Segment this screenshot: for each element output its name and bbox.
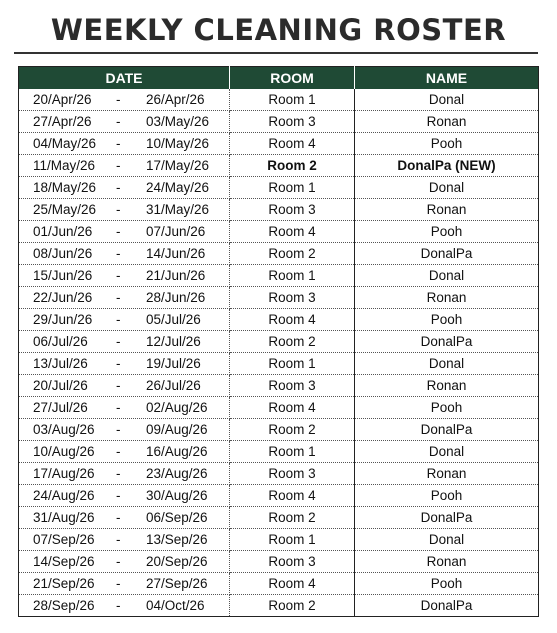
table-row bbox=[19, 199, 539, 221]
room-cell: Room 1 bbox=[230, 89, 355, 111]
date-range-cell bbox=[19, 551, 230, 573]
start-date: 27/Jul/26 bbox=[33, 400, 88, 415]
end-date: 19/Jul/26 bbox=[146, 356, 201, 371]
end-date: 27/Sep/26 bbox=[146, 576, 208, 591]
room-cell: Room 2 bbox=[230, 331, 355, 353]
name-cell: Donal bbox=[355, 441, 539, 463]
date-separator: - bbox=[116, 202, 121, 217]
start-date: 17/Aug/26 bbox=[33, 466, 95, 481]
name-cell: Donal bbox=[355, 177, 539, 199]
end-date: 31/May/26 bbox=[146, 202, 210, 217]
room-cell: Room 3 bbox=[230, 111, 355, 133]
room-cell: Room 2 bbox=[230, 243, 355, 265]
start-date: 21/Sep/26 bbox=[33, 576, 95, 591]
room-cell: Room 2 bbox=[230, 419, 355, 441]
start-date: 29/Jun/26 bbox=[33, 312, 93, 327]
table-row bbox=[19, 419, 539, 441]
start-date: 08/Jun/26 bbox=[33, 246, 93, 261]
table-row bbox=[19, 265, 539, 287]
end-date: 13/Sep/26 bbox=[146, 532, 208, 547]
date-separator: - bbox=[116, 576, 121, 591]
room-cell: Room 3 bbox=[230, 199, 355, 221]
date-separator: - bbox=[116, 510, 121, 525]
start-date: 04/May/26 bbox=[33, 136, 97, 151]
room-cell: Room 1 bbox=[230, 177, 355, 199]
date-range-cell bbox=[19, 331, 230, 353]
start-date: 15/Jun/26 bbox=[33, 268, 93, 283]
end-date: 20/Sep/26 bbox=[146, 554, 208, 569]
end-date: 09/Aug/26 bbox=[146, 422, 208, 437]
start-date: 27/Apr/26 bbox=[33, 114, 92, 129]
date-separator: - bbox=[116, 158, 121, 173]
end-date: 28/Jun/26 bbox=[146, 290, 206, 305]
date-range-cell bbox=[19, 199, 230, 221]
table-row bbox=[19, 441, 539, 463]
name-cell: Pooh bbox=[355, 221, 539, 243]
date-separator: - bbox=[116, 312, 121, 327]
name-column-header: NAME bbox=[355, 67, 539, 90]
name-cell: Pooh bbox=[355, 309, 539, 331]
name-cell: Ronan bbox=[355, 463, 539, 485]
table-row bbox=[19, 375, 539, 397]
roster-body bbox=[19, 89, 539, 617]
date-range-cell bbox=[19, 419, 230, 441]
date-separator: - bbox=[116, 92, 121, 107]
date-separator: - bbox=[116, 334, 121, 349]
room-cell: Room 3 bbox=[230, 463, 355, 485]
name-cell: DonalPa bbox=[355, 243, 539, 265]
table-row bbox=[19, 331, 539, 353]
end-date: 05/Jul/26 bbox=[146, 312, 201, 327]
end-date: 14/Jun/26 bbox=[146, 246, 206, 261]
date-separator: - bbox=[116, 136, 121, 151]
table-row bbox=[19, 243, 539, 265]
table-row bbox=[19, 177, 539, 199]
name-cell: Ronan bbox=[355, 199, 539, 221]
room-cell: Room 2 bbox=[230, 155, 355, 177]
table-row bbox=[19, 221, 539, 243]
room-cell: Room 1 bbox=[230, 529, 355, 551]
date-separator: - bbox=[116, 598, 121, 613]
start-date: 20/Apr/26 bbox=[33, 92, 92, 107]
date-range-cell bbox=[19, 441, 230, 463]
start-date: 20/Jul/26 bbox=[33, 378, 88, 393]
room-column-header: ROOM bbox=[230, 67, 355, 90]
name-cell: Pooh bbox=[355, 397, 539, 419]
start-date: 28/Sep/26 bbox=[33, 598, 95, 613]
date-range-cell bbox=[19, 111, 230, 133]
start-date: 24/Aug/26 bbox=[33, 488, 95, 503]
table-row bbox=[19, 155, 539, 177]
date-column-header: DATE bbox=[19, 67, 230, 90]
start-date: 03/Aug/26 bbox=[33, 422, 95, 437]
date-separator: - bbox=[116, 422, 121, 437]
title-underline bbox=[14, 52, 538, 54]
name-cell: Pooh bbox=[355, 133, 539, 155]
date-separator: - bbox=[116, 114, 121, 129]
table-row bbox=[19, 551, 539, 573]
name-cell: Donal bbox=[355, 89, 539, 111]
date-range-cell bbox=[19, 463, 230, 485]
end-date: 21/Jun/26 bbox=[146, 268, 206, 283]
end-date: 16/Aug/26 bbox=[146, 444, 208, 459]
end-date: 26/Apr/26 bbox=[146, 92, 205, 107]
room-cell: Room 1 bbox=[230, 265, 355, 287]
room-cell: Room 4 bbox=[230, 573, 355, 595]
room-cell: Room 3 bbox=[230, 551, 355, 573]
end-date: 26/Jul/26 bbox=[146, 378, 201, 393]
date-range-cell bbox=[19, 221, 230, 243]
start-date: 14/Sep/26 bbox=[33, 554, 95, 569]
date-range-cell bbox=[19, 529, 230, 551]
table-row bbox=[19, 133, 539, 155]
table-row bbox=[19, 309, 539, 331]
end-date: 03/May/26 bbox=[146, 114, 210, 129]
end-date: 06/Sep/26 bbox=[146, 510, 208, 525]
date-separator: - bbox=[116, 246, 121, 261]
date-separator: - bbox=[116, 554, 121, 569]
end-date: 07/Jun/26 bbox=[146, 224, 206, 239]
room-cell: Room 3 bbox=[230, 287, 355, 309]
date-range-cell bbox=[19, 309, 230, 331]
room-cell: Room 4 bbox=[230, 221, 355, 243]
date-range-cell bbox=[19, 485, 230, 507]
name-cell: Ronan bbox=[355, 111, 539, 133]
header-row bbox=[19, 67, 539, 90]
start-date: 01/Jun/26 bbox=[33, 224, 93, 239]
date-separator: - bbox=[116, 466, 121, 481]
name-cell: Pooh bbox=[355, 573, 539, 595]
room-cell: Room 1 bbox=[230, 353, 355, 375]
start-date: 13/Jul/26 bbox=[33, 356, 88, 371]
start-date: 07/Sep/26 bbox=[33, 532, 95, 547]
date-range-cell bbox=[19, 133, 230, 155]
room-cell: Room 3 bbox=[230, 375, 355, 397]
name-cell: Ronan bbox=[355, 287, 539, 309]
start-date: 18/May/26 bbox=[33, 180, 97, 195]
date-separator: - bbox=[116, 488, 121, 503]
table-row bbox=[19, 111, 539, 133]
date-range-cell bbox=[19, 397, 230, 419]
start-date: 06/Jul/26 bbox=[33, 334, 88, 349]
date-separator: - bbox=[116, 444, 121, 459]
date-range-cell bbox=[19, 155, 230, 177]
table-row bbox=[19, 287, 539, 309]
date-range-cell bbox=[19, 243, 230, 265]
name-cell: DonalPa bbox=[355, 595, 539, 617]
name-cell: DonalPa bbox=[355, 419, 539, 441]
end-date: 24/May/26 bbox=[146, 180, 210, 195]
table-row bbox=[19, 573, 539, 595]
date-separator: - bbox=[116, 400, 121, 415]
table-row bbox=[19, 595, 539, 617]
date-separator: - bbox=[116, 532, 121, 547]
start-date: 31/Aug/26 bbox=[33, 510, 95, 525]
date-range-cell bbox=[19, 353, 230, 375]
date-separator: - bbox=[116, 224, 121, 239]
name-cell: DonalPa bbox=[355, 507, 539, 529]
start-date: 22/Jun/26 bbox=[33, 290, 93, 305]
table-row bbox=[19, 507, 539, 529]
date-separator: - bbox=[116, 378, 121, 393]
room-cell: Room 4 bbox=[230, 397, 355, 419]
name-cell: DonalPa (NEW) bbox=[355, 155, 539, 177]
start-date: 25/May/26 bbox=[33, 202, 97, 217]
date-range-cell bbox=[19, 177, 230, 199]
end-date: 17/May/26 bbox=[146, 158, 210, 173]
room-cell: Room 4 bbox=[230, 485, 355, 507]
start-date: 11/May/26 bbox=[33, 158, 96, 173]
page-title: WEEKLY CLEANING ROSTER bbox=[50, 13, 507, 47]
date-range-cell bbox=[19, 595, 230, 617]
name-cell: Donal bbox=[355, 529, 539, 551]
date-range-cell bbox=[19, 375, 230, 397]
date-range-cell bbox=[19, 265, 230, 287]
end-date: 30/Aug/26 bbox=[146, 488, 208, 503]
table-row bbox=[19, 463, 539, 485]
date-range-cell bbox=[19, 507, 230, 529]
date-range-cell bbox=[19, 573, 230, 595]
start-date: 10/Aug/26 bbox=[33, 444, 95, 459]
name-cell: Donal bbox=[355, 353, 539, 375]
end-date: 12/Jul/26 bbox=[146, 334, 201, 349]
table-row bbox=[19, 529, 539, 551]
table-row bbox=[19, 397, 539, 419]
room-cell: Room 4 bbox=[230, 133, 355, 155]
roster-table bbox=[18, 66, 539, 617]
name-cell: Donal bbox=[355, 265, 539, 287]
table-row bbox=[19, 89, 539, 111]
date-separator: - bbox=[116, 290, 121, 305]
name-cell: Pooh bbox=[355, 485, 539, 507]
end-date: 04/Oct/26 bbox=[146, 598, 205, 613]
end-date: 02/Aug/26 bbox=[146, 400, 208, 415]
date-separator: - bbox=[116, 356, 121, 371]
room-cell: Room 2 bbox=[230, 507, 355, 529]
end-date: 10/May/26 bbox=[146, 136, 210, 151]
room-cell: Room 1 bbox=[230, 441, 355, 463]
table-row bbox=[19, 485, 539, 507]
name-cell: Ronan bbox=[355, 551, 539, 573]
date-range-cell bbox=[19, 89, 230, 111]
name-cell: Ronan bbox=[355, 375, 539, 397]
date-range-cell bbox=[19, 287, 230, 309]
room-cell: Room 2 bbox=[230, 595, 355, 617]
table-row bbox=[19, 353, 539, 375]
date-separator: - bbox=[116, 268, 121, 283]
end-date: 23/Aug/26 bbox=[146, 466, 208, 481]
name-cell: DonalPa bbox=[355, 331, 539, 353]
room-cell: Room 4 bbox=[230, 309, 355, 331]
date-separator: - bbox=[116, 180, 121, 195]
